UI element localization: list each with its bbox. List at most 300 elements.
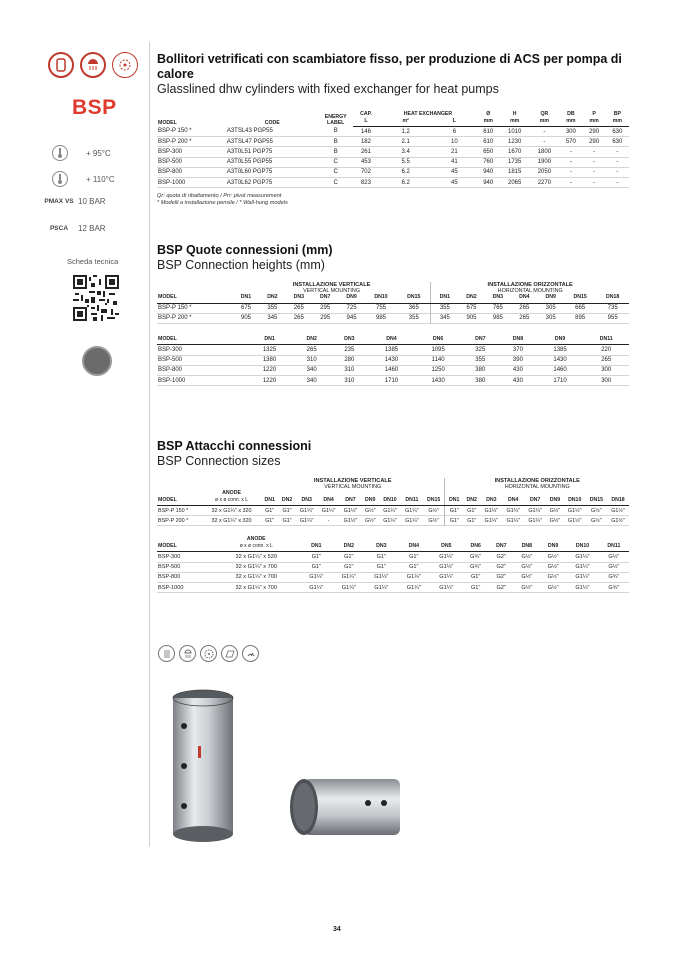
group-label-it: INSTALLAZIONE ORIZZONTALE (487, 282, 573, 288)
heights-wall-head (157, 294, 629, 303)
table-cell: 300 (601, 367, 612, 374)
column-header: DN1 (300, 536, 333, 552)
sizes-wall-body (157, 506, 629, 526)
col-energy: ENERGY LABEL (324, 113, 347, 126)
table-cell: - (593, 159, 596, 166)
table-cell: 380 (475, 377, 486, 384)
table-row (157, 147, 629, 157)
row-model: BSP-800 (158, 169, 183, 176)
column-header-anode (212, 536, 300, 552)
table-cell: 1900 (537, 159, 552, 166)
column-header: DN9 (361, 490, 379, 506)
col-p: P (592, 111, 596, 117)
page-subtitle: Glasslined dhw cylinders with fixed exchanger for heat pumps (157, 82, 499, 96)
gauge-icon (242, 645, 259, 662)
table-cell: 2270 (537, 179, 552, 186)
table-cell: G1" (265, 507, 275, 514)
table-row (157, 552, 629, 562)
table-cell: G1" (376, 553, 387, 560)
column-header: DN2 (259, 294, 285, 303)
row-model: BSP-300 (158, 553, 181, 560)
table-cell: G1" (467, 507, 477, 514)
table-cell: G1" (409, 553, 419, 560)
sidebar (0, 0, 150, 959)
thermometer-icon (52, 171, 68, 187)
table-cell: 1140 (431, 357, 445, 364)
table-cell: 940 (483, 179, 494, 186)
table-row (157, 313, 629, 323)
table-cell: 390 (512, 357, 523, 364)
table-cell: 1800 (537, 148, 552, 155)
row-model: BSP-P 150 * (158, 507, 189, 514)
table-cell: 32 x G1¼" x 320 (211, 507, 252, 514)
column-header: DN1 (233, 294, 259, 303)
table-cell: G½" (521, 574, 533, 581)
table-cell: G1¼" (484, 507, 499, 514)
horizontal-tank-image (288, 775, 406, 839)
heights-floor-body (157, 345, 629, 386)
spec-value: + 110°C (86, 174, 115, 184)
spec-value: + 95°C (86, 148, 111, 158)
table-cell: - (616, 159, 619, 166)
column-header: DN9 (537, 336, 584, 345)
table-cell: G½" (521, 564, 533, 571)
table-cell: 340 (306, 377, 317, 384)
qr-code[interactable] (73, 275, 119, 321)
table-cell: 310 (344, 367, 355, 374)
table-cell: G1" (311, 553, 322, 560)
column-header: DN3 (485, 294, 511, 303)
column-header: DN7 (340, 490, 362, 506)
section-title: BSP Attacchi connessioni (157, 439, 312, 453)
column-header: DN3 (286, 294, 312, 303)
table-cell: 6.2 (401, 169, 410, 176)
table-cell: 295 (320, 305, 331, 312)
column-header: MODEL (157, 536, 212, 552)
column-header: DN1 (445, 490, 463, 506)
table-cell: 265 (306, 346, 317, 353)
table-row (157, 562, 629, 572)
table-cell: 41 (451, 159, 458, 166)
table-cell: 32 x G1¼" x 320 (211, 517, 252, 524)
table-cell: 1710 (553, 377, 567, 384)
product-brand: BSP (72, 96, 117, 119)
spec-temp-95 (52, 145, 111, 161)
table-cell: - (543, 128, 546, 135)
table-cell: G1" (470, 574, 481, 581)
column-header-anode (202, 490, 261, 506)
column-header: DN1 (246, 336, 293, 345)
table-cell: - (593, 148, 596, 155)
table-cell: G1¼" (439, 584, 454, 591)
table-cell: 985 (376, 315, 387, 322)
table-cell: 1460 (384, 367, 399, 374)
unit: mm (559, 118, 582, 127)
table-cell: G½" (591, 517, 602, 524)
column-header: DN4 (318, 490, 340, 506)
sizes-wall-head (157, 490, 629, 506)
specs-table-body (157, 127, 629, 188)
vertical-tank-image (170, 688, 236, 844)
table-cell: A3T0L51 PGP75 (226, 148, 273, 155)
col-model: MODEL (158, 120, 177, 126)
column-header: DN10 (566, 536, 599, 552)
anode-sub: ø x ø conn. x L (239, 542, 273, 549)
table-cell: A3T0L60 PGP75 (226, 169, 273, 176)
table-cell: 45 (451, 169, 458, 176)
column-header: DN6 (415, 336, 462, 345)
table-cell: 675 (466, 305, 477, 312)
table-cell: 725 (346, 305, 357, 312)
column-header: DN9 (540, 536, 566, 552)
table-cell: 675 (240, 305, 251, 312)
table-cell: G1" (311, 564, 322, 571)
column-header: MODEL (157, 490, 202, 506)
column-header: DN2 (278, 490, 295, 506)
table-cell: G1" (344, 564, 354, 571)
table-cell: G1¼" (439, 564, 454, 571)
column-header: DN9 (537, 294, 563, 303)
table-cell: 895 (575, 315, 586, 322)
table-cell: 355 (431, 303, 458, 313)
column-header: MODEL (157, 294, 233, 303)
group-label-it: INSTALLAZIONE ORIZZONTALE (494, 478, 580, 484)
connection-heights-section (157, 243, 629, 386)
table-cell: 2.1 (401, 138, 410, 145)
table-cell: G1¼" (299, 507, 314, 514)
vertical-group (261, 478, 445, 490)
table-cell: G½" (428, 517, 439, 524)
specs-table (157, 111, 629, 188)
sizes-floor-body (157, 552, 629, 593)
table-cell: G1¼" (374, 584, 389, 591)
table-cell: G½" (591, 507, 602, 514)
col-cap: CAP. (360, 111, 372, 117)
column-header: DN10 (564, 490, 586, 506)
table-cell: 32 x G1¼" x 700 (235, 584, 277, 591)
horizontal-group (431, 282, 629, 294)
unit: mm (582, 118, 605, 127)
column-header: DN1 (431, 294, 458, 303)
table-cell: 305 (545, 315, 556, 322)
table-cell: G1¼" (405, 507, 419, 514)
table-cell: 265 (601, 357, 612, 364)
connection-sizes-section (157, 439, 629, 593)
row-model: BSP-P 150 * (158, 305, 192, 312)
table-cell: - (616, 179, 619, 186)
col-heat-exchanger: HEAT EXCHANGER (403, 111, 453, 117)
table-cell: 265 (293, 315, 304, 322)
table-cell: 760 (483, 159, 494, 166)
group-label-en: HORIZONTAL MOUNTING (504, 484, 570, 490)
group-label-it: INSTALLAZIONE VERTICALE (313, 478, 392, 484)
unit: L (432, 118, 476, 127)
table-cell: 755 (376, 305, 387, 312)
column-header: DN11 (583, 336, 629, 345)
table-cell: G1¼" (309, 584, 324, 591)
table-cell: 10 (451, 138, 458, 145)
anode-sub: ø x ø conn. x L (215, 496, 249, 503)
table-cell: 430 (512, 367, 523, 374)
feature-icons (48, 52, 138, 78)
col-code: CODE (264, 120, 280, 126)
table-cell: G1½" (567, 507, 582, 514)
table-cell: C (333, 179, 338, 186)
table-cell: G1¼" (575, 564, 590, 571)
table-cell: 300 (565, 128, 576, 135)
column-header: DN2 (463, 490, 480, 506)
table-cell: 630 (612, 128, 623, 135)
table-cell: 2050 (537, 169, 552, 176)
table-cell: 945 (346, 315, 357, 322)
table-cell: G1" (445, 516, 463, 526)
table-cell: G¾" (608, 584, 620, 591)
column-header: DN7 (312, 294, 338, 303)
group-label-en: VERTICAL MOUNTING (324, 484, 382, 490)
col-db: DB (567, 111, 575, 117)
table-cell: G1" (282, 517, 292, 524)
table-cell: G1¼" (506, 507, 521, 514)
column-header: DN7 (524, 490, 546, 506)
group-label-en: HORIZONTAL MOUNTING (497, 288, 563, 294)
table-cell: 355 (408, 315, 419, 322)
table-row (157, 137, 629, 147)
table-cell: - (593, 169, 596, 176)
table-cell: G1¼" (383, 507, 397, 514)
table-cell: 325 (475, 346, 486, 353)
table-cell: G1" (409, 564, 419, 571)
row-model: BSP-500 (158, 357, 183, 364)
table-cell: 235 (344, 346, 355, 353)
table-row (157, 345, 629, 355)
table-cell: G1½" (567, 517, 582, 524)
table-cell: G1½" (343, 507, 358, 514)
table-cell: B (333, 138, 338, 145)
datasheet-label: Scheda tecnica (67, 257, 119, 266)
table-cell: G½" (547, 553, 559, 560)
table-cell: 1735 (508, 159, 522, 166)
table-cell: 310 (306, 357, 317, 364)
table-cell: - (569, 148, 572, 155)
column-header: DN3 (365, 536, 398, 552)
table-cell: - (569, 159, 572, 166)
table-cell: 295 (320, 315, 331, 322)
heat-pump-fan-icon (112, 52, 138, 78)
table-cell: G1¼" (575, 574, 590, 581)
column-header: DN10 (365, 294, 398, 303)
table-cell: G1¼" (309, 574, 324, 581)
table-cell: G1" (467, 517, 477, 524)
table-cell: G1" (344, 553, 354, 560)
table-cell: 3.4 (401, 148, 410, 155)
table-cell: G1¼" (575, 553, 590, 560)
table-cell: G½" (608, 564, 620, 571)
vertical-group (233, 282, 431, 294)
table-cell: 1710 (384, 377, 399, 384)
unit: mm (606, 118, 629, 127)
table-cell: G¾" (608, 574, 620, 581)
row-model: BSP-P 150 * (158, 128, 192, 135)
table-cell: 290 (589, 128, 600, 135)
table-cell: 823 (360, 179, 371, 186)
product-feature-icons (158, 645, 259, 662)
table-cell: 265 (519, 315, 530, 322)
table-row (157, 177, 629, 187)
table-cell: G1" (470, 584, 481, 591)
column-header: DN10 (379, 490, 401, 506)
section-title: BSP Quote connessioni (mm) (157, 243, 333, 257)
column-header: DN2 (458, 294, 484, 303)
table-cell: 45 (451, 179, 458, 186)
section-subtitle: BSP Connection sizes (157, 454, 281, 468)
shower-icon (179, 645, 196, 662)
table-cell: 32 x G1¼" x 700 (235, 574, 277, 581)
column-header: DN18 (596, 294, 629, 303)
page-title: Bollitori vetrificati con scambiatore fisso, per produzione di ACS per pompa di calore (157, 52, 622, 81)
table-cell: 430 (512, 377, 523, 384)
table-cell: 1670 (508, 148, 522, 155)
spec-psca (44, 224, 106, 233)
table-cell: G½" (547, 564, 559, 571)
table-row (157, 365, 629, 375)
heights-wall-body (157, 303, 629, 323)
row-model: BSP-P 200 * (158, 517, 189, 524)
table-cell: 2065 (508, 179, 522, 186)
table-cell: 905 (240, 315, 251, 322)
row-model: BSP-300 (158, 346, 183, 353)
table-cell: G1" (265, 517, 275, 524)
column-header: DN7 (489, 536, 514, 552)
sidebar-divider (149, 42, 150, 847)
row-model: BSP-800 (158, 367, 183, 374)
table-cell: 345 (431, 313, 458, 323)
table-row (157, 303, 629, 313)
table-cell: 365 (408, 305, 419, 312)
table-cell: 220 (601, 346, 612, 353)
table-cell: G1¼" (406, 584, 421, 591)
group-label-it: INSTALLAZIONE VERTICALE (292, 282, 371, 288)
table-cell: 305 (545, 305, 556, 312)
table-cell: G¾" (470, 564, 482, 571)
table-cell: - (569, 169, 572, 176)
table-cell: G1¼" (506, 517, 521, 524)
table-cell: G½" (608, 553, 620, 560)
table-cell: 340 (306, 367, 317, 374)
table-cell: 1220 (262, 377, 277, 384)
table-cell: 1325 (262, 346, 277, 353)
table-cell: G2" (496, 574, 506, 581)
table-cell: G2" (496, 564, 506, 571)
table-cell: 290 (589, 138, 600, 145)
column-header: DN8 (499, 336, 537, 345)
table-cell: C (333, 169, 338, 176)
heights-floor-table (157, 336, 629, 386)
table-cell: G2" (496, 553, 506, 560)
table-cell: 1010 (508, 128, 522, 135)
table-cell: B (333, 148, 338, 155)
table-row (157, 127, 629, 137)
column-header: DN6 (463, 536, 489, 552)
table-cell: G1¼" (575, 584, 590, 591)
col-h: H (512, 111, 517, 117)
table-cell: 570 (565, 138, 576, 145)
column-header: DN9 (546, 490, 564, 506)
table-cell: 6 (452, 128, 457, 135)
row-model: BSP-1000 (158, 179, 186, 186)
anode-label: ANODE (246, 536, 266, 543)
table-row (157, 375, 629, 385)
shower-icon (80, 52, 106, 78)
col-diameter: Ø (486, 111, 491, 117)
table-cell: - (327, 517, 330, 524)
table-cell: 355 (267, 305, 278, 312)
table-cell: B (333, 128, 338, 135)
table-cell: 955 (607, 315, 618, 322)
table-cell: 21 (451, 148, 458, 155)
table-cell: - (616, 169, 619, 176)
row-model: BSP-P 200 * (158, 138, 192, 145)
table-cell: 1380 (262, 357, 277, 364)
column-header: DN15 (586, 490, 607, 506)
unit: mm (500, 118, 530, 127)
boiler-icon (48, 52, 74, 78)
column-header: DN9 (338, 294, 364, 303)
table-cell: G½" (521, 553, 533, 560)
table-cell: - (593, 179, 596, 186)
table-cell: 265 (519, 305, 530, 312)
table-row (157, 516, 629, 526)
table-cell: 370 (512, 346, 523, 353)
table-cell: G1½" (343, 517, 358, 524)
table-cell: 702 (360, 169, 371, 176)
unit: m² (379, 118, 432, 127)
column-header: DN7 (461, 336, 499, 345)
table-cell: 5.5 (401, 159, 410, 166)
row-model: BSP-800 (158, 574, 181, 581)
row-model: BSP-500 (158, 159, 183, 166)
column-header: DN15 (397, 294, 431, 303)
spec-temp-110 (52, 171, 115, 187)
table-cell: A3TSL43 PGP55 (226, 128, 273, 135)
table-cell: 630 (612, 138, 623, 145)
table-cell: G½" (547, 584, 559, 591)
unit: mm (477, 118, 500, 127)
table-cell: 182 (360, 138, 371, 145)
column-header: DN2 (333, 536, 366, 552)
unit: L (353, 118, 380, 127)
table-cell: 610 (483, 128, 494, 135)
column-header: DN4 (511, 294, 537, 303)
spec-label: PMAX VS (44, 198, 74, 205)
table-cell: G1" (282, 507, 292, 514)
column-header: MODEL (157, 336, 246, 345)
table-cell: A3TSL47 PGP55 (226, 138, 273, 145)
table-cell: C (333, 159, 338, 166)
table-cell: G1¼" (405, 517, 419, 524)
column-header: DN1 (261, 490, 278, 506)
heights-floor-head (157, 336, 629, 345)
table-cell: 1385 (384, 346, 399, 353)
coil-icon (158, 645, 175, 662)
table-cell: G½" (364, 507, 376, 514)
table-cell: - (543, 138, 546, 145)
table-cell: 32 x G1¼" x 520 (235, 553, 277, 560)
spec-label: PSCA (49, 225, 69, 232)
table-row (157, 355, 629, 365)
table-cell: G½" (549, 507, 561, 514)
column-header: DN4 (368, 336, 415, 345)
table-cell: G1½" (611, 507, 625, 514)
